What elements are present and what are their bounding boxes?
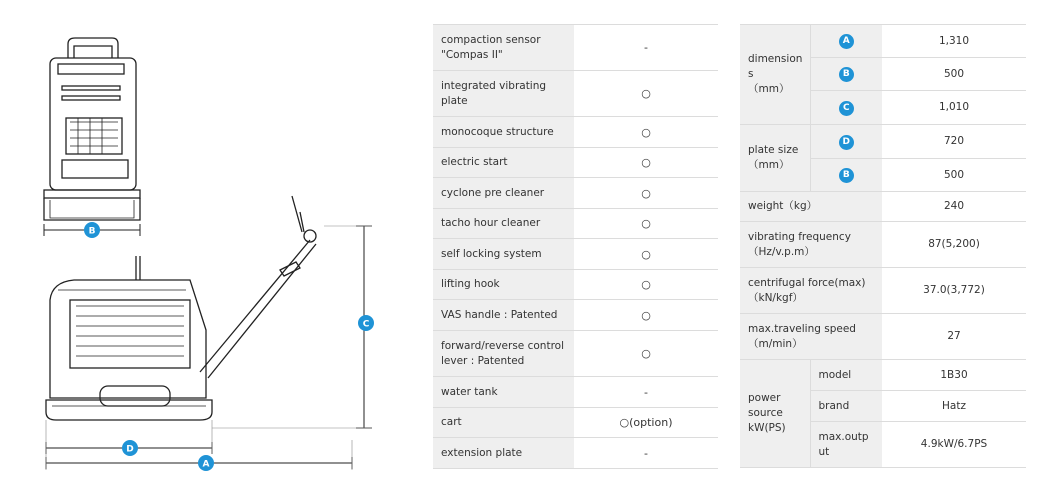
table-row	[433, 209, 718, 239]
power-sub-label: max.outp ut	[810, 422, 882, 468]
feature-value: -	[574, 438, 718, 469]
feature-value: ○	[574, 71, 718, 117]
svg-text:A: A	[202, 459, 210, 470]
weight-label: weight（kg）	[740, 192, 882, 222]
spec-value: 720	[882, 125, 1026, 159]
spec-value: 1,010	[882, 91, 1026, 125]
table-row	[433, 408, 718, 438]
badge-d	[122, 440, 138, 456]
power-sub-label: brand	[810, 391, 882, 422]
feature-value: ○	[574, 239, 718, 270]
badge-c	[358, 315, 374, 331]
table-row	[740, 25, 1026, 58]
feature-name: self locking system	[433, 239, 574, 270]
feature-value: ○	[574, 209, 718, 239]
table-row	[433, 71, 718, 117]
feature-value: ○	[574, 178, 718, 209]
feature-value: ○	[574, 117, 718, 148]
feature-value: -	[574, 25, 718, 71]
spec-value: 87(5,200)	[882, 222, 1026, 268]
feature-name: monocoque structure	[433, 117, 574, 148]
table-row	[433, 300, 718, 331]
feature-table	[433, 24, 718, 469]
power-sub-label: model	[810, 360, 882, 391]
spec-value: 500	[882, 58, 1026, 91]
badge-b-front	[84, 222, 100, 238]
dimensions-label: dimension s （mm）	[740, 25, 810, 125]
feature-value: -	[574, 377, 718, 408]
table-row	[740, 192, 1026, 222]
feature-name: water tank	[433, 377, 574, 408]
centrifugal-force-label: centrifugal force(max) （kN/kgf）	[740, 268, 882, 314]
badge-a: A	[839, 34, 854, 49]
front-view-machine	[44, 38, 140, 220]
table-row	[740, 125, 1026, 159]
feature-name: tacho hour cleaner	[433, 209, 574, 239]
power-source-label: power source kW(PS)	[740, 360, 810, 468]
plate-size-label: plate size （mm）	[740, 125, 810, 192]
spec-value: 1B30	[882, 360, 1026, 391]
table-row	[740, 222, 1026, 268]
table-row	[433, 270, 718, 300]
feature-name: cyclone pre cleaner	[433, 178, 574, 209]
compactor-diagram	[0, 0, 420, 486]
feature-name: extension plate	[433, 438, 574, 469]
spec-value: Hatz	[882, 391, 1026, 422]
feature-name: forward/reverse control lever : Patented	[433, 331, 574, 377]
badge-b: B	[839, 168, 854, 183]
svg-text:C: C	[362, 319, 370, 330]
table-row	[740, 360, 1026, 391]
table-row	[433, 148, 718, 178]
feature-value: ○(option)	[574, 408, 718, 438]
table-row	[740, 268, 1026, 314]
spec-value: 1,310	[882, 25, 1026, 58]
table-row	[433, 178, 718, 209]
table-row	[433, 438, 718, 469]
feature-name: integrated vibrating plate	[433, 71, 574, 117]
spec-value: 500	[882, 159, 1026, 192]
feature-name: lifting hook	[433, 270, 574, 300]
max-speed-label: max.traveling speed （m/min）	[740, 314, 882, 360]
feature-name: VAS handle : Patented	[433, 300, 574, 331]
badge-a	[198, 455, 214, 471]
svg-text:B: B	[88, 226, 96, 237]
feature-name: cart	[433, 408, 574, 438]
feature-value: ○	[574, 148, 718, 178]
vibrating-frequency-label: vibrating frequency （Hz/v.p.m）	[740, 222, 882, 268]
spec-value: 37.0(3,772)	[882, 268, 1026, 314]
feature-value: ○	[574, 300, 718, 331]
spec-table	[740, 24, 1026, 468]
table-row	[740, 314, 1026, 360]
spec-value: 240	[882, 192, 1026, 222]
table-row	[433, 117, 718, 148]
badge-c: C	[839, 101, 854, 116]
table-row	[433, 239, 718, 270]
table-row	[433, 25, 718, 71]
badge-d: D	[839, 135, 854, 150]
spec-value: 27	[882, 314, 1026, 360]
feature-value: ○	[574, 270, 718, 300]
feature-name: compaction sensor "Compas II"	[433, 25, 574, 71]
svg-text:D: D	[126, 444, 134, 455]
table-row	[433, 377, 718, 408]
feature-value: ○	[574, 331, 718, 377]
table-row	[433, 331, 718, 377]
badge-b: B	[839, 67, 854, 82]
feature-name: electric start	[433, 148, 574, 178]
spec-value: 4.9kW/6.7PS	[882, 422, 1026, 468]
